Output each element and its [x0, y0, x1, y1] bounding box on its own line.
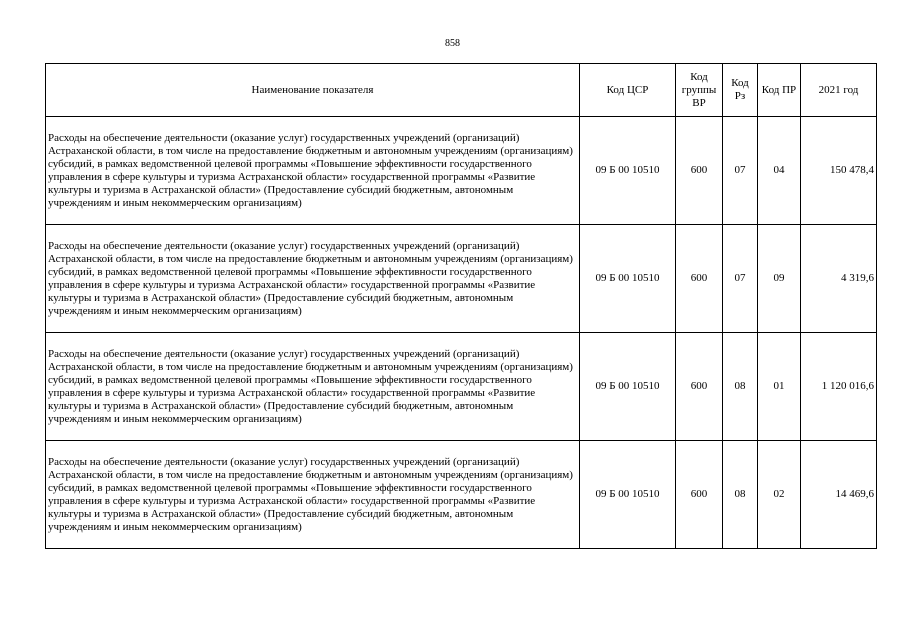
table-row — [46, 333, 877, 441]
header-name: Наименование показателя — [46, 64, 580, 117]
row-name: Расходы на обеспечение деятельности (оказание услуг) государственных учреждений (организаций) Астраханской области, в том числе на предоставление бюджетным и автономным учреждениям (организациям) субсидий, в рамках ведомственной целевой программы «Повышение эффективности государственного управления в сфере культуры и туризма Астраханской области» государственной программы «Развитие культуры и туризма в Астраханской области» (Предоставление субсидий бюджетным, автономным учреждениям и иным некоммерческим организациям) — [46, 225, 580, 333]
row-pr: 09 — [758, 225, 801, 333]
table-row — [46, 225, 877, 333]
header-pr: Код ПР — [758, 64, 801, 117]
row-sum: 150 478,4 — [801, 117, 877, 225]
table-row — [46, 117, 877, 225]
budget-table — [45, 63, 877, 549]
row-sum: 4 319,6 — [801, 225, 877, 333]
row-csr: 09 Б 00 10510 — [580, 225, 676, 333]
row-rz: 07 — [723, 117, 758, 225]
row-name: Расходы на обеспечение деятельности (оказание услуг) государственных учреждений (организаций) Астраханской области, в том числе на предоставление бюджетным и автономным учреждениям (организациям) субсидий, в рамках ведомственной целевой программы «Повышение эффективности государственного управления в сфере культуры и туризма Астраханской области» государственной программы «Развитие культуры и туризма в Астраханской области» (Предоставление субсидий бюджетным, автономным учреждениям и иным некоммерческим организациям) — [46, 117, 580, 225]
row-vr: 600 — [676, 333, 723, 441]
page-number: 858 — [445, 38, 460, 49]
row-vr: 600 — [676, 225, 723, 333]
header-year: 2021 год — [801, 64, 877, 117]
row-name: Расходы на обеспечение деятельности (оказание услуг) государственных учреждений (организаций) Астраханской области, в том числе на предоставление бюджетным и автономным учреждениям (организациям) субсидий, в рамках ведомственной целевой программы «Повышение эффективности государственного управления в сфере культуры и туризма Астраханской области» государственной программы «Развитие культуры и туризма в Астраханской области» (Предоставление субсидий бюджетным, автономным учреждениям и иным некоммерческим организациям) — [46, 333, 580, 441]
header-vr: Код группы ВР — [676, 64, 723, 117]
row-csr: 09 Б 00 10510 — [580, 333, 676, 441]
row-vr: 600 — [676, 117, 723, 225]
row-sum: 1 120 016,6 — [801, 333, 877, 441]
header-rz: Код Рз — [723, 64, 758, 117]
row-pr: 04 — [758, 117, 801, 225]
row-csr: 09 Б 00 10510 — [580, 441, 676, 549]
row-vr: 600 — [676, 441, 723, 549]
row-pr: 02 — [758, 441, 801, 549]
row-rz: 07 — [723, 225, 758, 333]
row-name: Расходы на обеспечение деятельности (оказание услуг) государственных учреждений (организаций) Астраханской области, в том числе на предоставление бюджетным и автономным учреждениям (организациям) субсидий, в рамках ведомственной целевой программы «Повышение эффективности государственного управления в сфере культуры и туризма Астраханской области» государственной программы «Развитие культуры и туризма в Астраханской области» (Предоставление субсидий бюджетным, автономным учреждениям и иным некоммерческим организациям) — [46, 441, 580, 549]
row-csr: 09 Б 00 10510 — [580, 117, 676, 225]
row-pr: 01 — [758, 333, 801, 441]
table-row — [46, 441, 877, 549]
row-rz: 08 — [723, 441, 758, 549]
header-csr: Код ЦСР — [580, 64, 676, 117]
row-sum: 14 469,6 — [801, 441, 877, 549]
table-header-row — [46, 64, 877, 117]
row-rz: 08 — [723, 333, 758, 441]
